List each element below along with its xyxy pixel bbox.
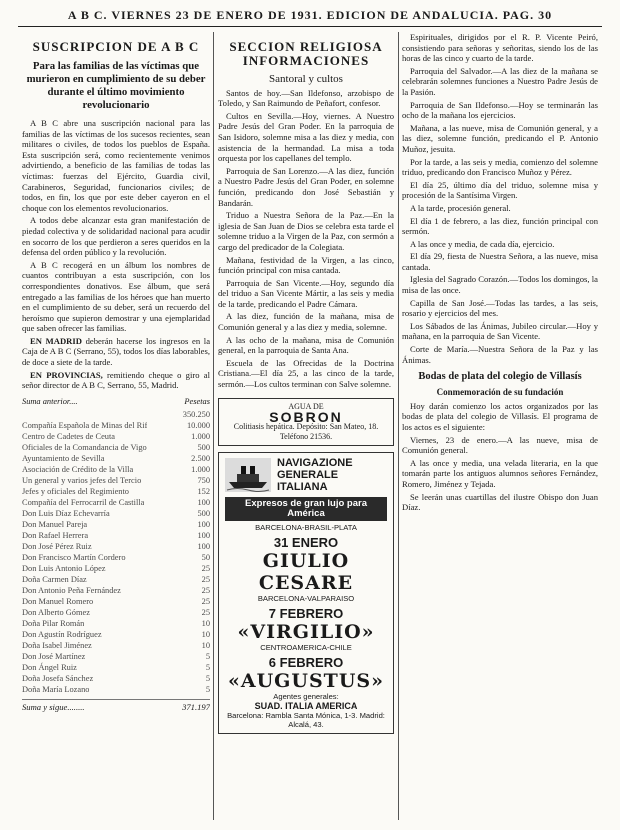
donor-name: Doña Isabel Jiménez xyxy=(22,641,92,651)
donation-amount: 5 xyxy=(205,652,210,662)
sum-label: Suma y sigue........ xyxy=(22,702,85,713)
masthead-rule xyxy=(18,26,602,27)
donor-name: Don Luis Antonio López xyxy=(22,564,106,574)
carry-label: Suma anterior.... xyxy=(22,396,78,406)
donor-name: Ayuntamiento de Sevilla xyxy=(22,454,105,464)
donation-row xyxy=(22,442,210,453)
donation-amount: 500 xyxy=(197,509,210,519)
donation-amount: 25 xyxy=(201,564,210,574)
donation-row xyxy=(22,651,210,662)
donation-row xyxy=(22,464,210,475)
article-paragraph: El día 29, fiesta de Nuestra Señora, a las nueve, misa cantada. xyxy=(402,251,598,272)
donation-row xyxy=(22,585,210,596)
donation-row xyxy=(22,486,210,497)
article-paragraph: Corte de María.—Nuestra Señora de la Paz y las Ánimas. xyxy=(402,344,598,365)
donation-row xyxy=(22,552,210,563)
article-paragraph: Los Sábados de las Ánimas, Jubileo circular.—Hoy y mañana, en la parroquia de San Vicente. xyxy=(402,320,598,342)
donation-amount: 1.000 xyxy=(191,432,210,442)
donor-name: Don Francisco Martín Cordero xyxy=(22,553,126,563)
column-religiosa xyxy=(218,32,394,822)
carry-row xyxy=(22,409,210,420)
article-paragraph: Espirituales, dirigidos por el R. P. Vicente Peiró, consistiendo para señoras y señoritas, siendo los de las horas de las cinco y cuarto de la tarde. xyxy=(402,32,598,64)
bodas-subtitle: Conmemoración de su fundación xyxy=(436,387,564,398)
column-cultos xyxy=(402,32,598,822)
article-paragraph: Parroquia de San Lorenzo.—A las diez, función a Nuestro Padre Jesús del Gran Poder, en solemne función, predicando don José Sebastián y Bandarán. xyxy=(218,165,394,208)
donor-name: Don José Martínez xyxy=(22,652,86,662)
donation-amount: 10 xyxy=(201,641,210,651)
donation-amount: 5 xyxy=(205,674,210,684)
provinces-text: remitiendo cheque o giro al señor director de A B C, Serrano, 55, Madrid. xyxy=(22,369,210,391)
bodas-body xyxy=(402,401,598,513)
article-paragraph: A todos debe alcanzar esta gran manifestación de piedad colectiva y de solidaridad nacional para acudir en socorro de los que perdieron a seres queridos en la defensa del orden público y la revolución. xyxy=(22,215,210,258)
article-paragraph: Se leerán unas cuartillas del ilustre Obispo don Juan Díaz. xyxy=(402,491,598,513)
madrid-lead: EN MADRID xyxy=(30,335,82,346)
donation-row xyxy=(22,530,210,541)
logo-line-2: GENERALE xyxy=(277,468,339,481)
ship-name: GIULIO CESARE xyxy=(258,549,354,594)
article-paragraph: Parroquia de San Ildefonso.—Hoy se terminarán las ocho de la mañana los ejercicios. xyxy=(402,99,598,121)
donation-amount: 25 xyxy=(201,586,210,596)
donor-name: Don Agustín Rodríguez xyxy=(22,630,102,640)
donation-amount: 50 xyxy=(201,553,210,563)
donation-amount: 152 xyxy=(197,487,210,497)
sailing-date: 6 FEBRERO xyxy=(268,654,344,670)
donor-name: Don Alberto Gómez xyxy=(22,608,90,618)
donation-row xyxy=(22,519,210,530)
donation-row xyxy=(22,629,210,640)
article-paragraph: Triduo a Nuestra Señora de la Paz.—En la iglesia de San Juan de Dios se celebra esta tarde el solemne triduo a la Virgen de la Paz, con sermón a cargo del predicador de la Colegiata. xyxy=(218,210,394,252)
donor-name: Centro de Cadetes de Ceuta xyxy=(22,432,116,442)
agency-address: Barcelona: Rambla Santa Mónica, 1-3. Madrid: Alcalá, 43. xyxy=(227,710,385,729)
donation-row xyxy=(22,453,210,464)
donation-amount: 5 xyxy=(205,685,210,695)
route-text: CENTROAMERICA-CHILE xyxy=(260,642,352,652)
carry-value: 350.250 xyxy=(182,410,210,420)
article-paragraph: Escuela de las Ofrecidas de la Doctrina Cristiana.—El día 25, a las cinco de la tarde, sermón.—Los cultos terminan con Salve solemne. xyxy=(218,357,394,390)
sum-value: 371.197 xyxy=(182,702,210,713)
donation-row xyxy=(22,607,210,618)
sailing-date: 31 ENERO xyxy=(273,534,339,550)
donation-row xyxy=(22,420,210,431)
donation-row xyxy=(22,662,210,673)
donation-amount: 100 xyxy=(197,542,210,552)
article-paragraph: Santos de hoy.—San Ildefonso, arzobispo de Toledo, y San Raimundo de Peñafort, confesor. xyxy=(218,87,394,109)
donor-name: Don Ángel Ruiz xyxy=(22,663,77,673)
sobron-top: AGUA DE xyxy=(288,401,324,411)
sobron-brand: SOBRON xyxy=(269,408,343,425)
madrid-text: deberán hacerse los ingresos en la Caja de A B C (Serrano, 55), todos los días laborables, de doce a siete de la tarde. xyxy=(22,335,210,368)
article-paragraph: A la tarde, procesión general. xyxy=(410,202,511,213)
donation-row xyxy=(22,541,210,552)
donation-amount: 25 xyxy=(201,608,210,618)
donor-name: Asociación de Crédito de la Villa xyxy=(22,465,134,475)
donor-name: Doña Carmen Díaz xyxy=(22,575,87,585)
donation-amount: 5 xyxy=(205,663,210,673)
article-paragraph: A las once y media, de cada día, ejercicio. xyxy=(410,238,555,249)
sobron-advert xyxy=(218,398,394,446)
donation-row xyxy=(22,684,210,695)
donation-amount: 750 xyxy=(197,476,210,486)
donation-amount: 25 xyxy=(201,597,210,607)
article-paragraph: Iglesia del Sagrado Corazón.—Todos los domingos, la misa de las once. xyxy=(402,274,598,296)
donor-name: Don Rafael Herrera xyxy=(22,531,89,541)
donation-list xyxy=(22,420,210,695)
donation-amount: 1.000 xyxy=(191,465,210,475)
donation-amount: 100 xyxy=(197,498,210,508)
donation-amount: 10.000 xyxy=(186,421,210,431)
religiosa-title: SECCION RELIGIOSA INFORMACIONES xyxy=(229,39,383,68)
navigazione-logo xyxy=(225,457,387,493)
column-suscripcion xyxy=(22,32,210,822)
donor-name: Jefes y oficiales del Regimiento xyxy=(22,487,129,497)
donor-name: Oficiales de la Comandancia de Vigo xyxy=(22,443,147,453)
sailing-date: 7 FEBRERO xyxy=(268,605,344,621)
article-paragraph: Parroquia de San Vicente.—Hoy, segundo día del triduo a San Vicente Mártir, a las seis y media de la tarde, predicando el Padre Cámara. xyxy=(218,277,394,309)
donation-amount: 500 xyxy=(197,443,210,453)
agency-label: Agentes generales: xyxy=(273,691,339,701)
donor-name: Don Luis Díaz Echevarría xyxy=(22,509,110,519)
column-divider xyxy=(398,32,399,820)
donation-amount: 100 xyxy=(197,531,210,541)
article-paragraph: Hoy darán comienzo los actos organizados por las bodas de plata del colegio de Villasís. El programa de los actos es el siguiente: xyxy=(402,400,598,432)
article-paragraph: El día 25, último día del triduo, solemne misa y procesión de la Santísima Virgen. xyxy=(402,179,598,201)
donation-row xyxy=(22,596,210,607)
donor-name: Compañía Española de Minas del Rif xyxy=(22,421,148,431)
sum-row xyxy=(22,699,210,713)
donor-name: Doña María Lozano xyxy=(22,685,90,695)
column-divider xyxy=(213,32,214,820)
route-text: BARCELONA-VALPARAISO xyxy=(257,593,355,603)
madrid-instructions xyxy=(22,336,210,368)
suscripcion-subtitle: Para las familias de las víctimas que murieron en cumplimiento de su deber durante el último movimiento revolucionario xyxy=(26,60,206,111)
donation-row xyxy=(22,497,210,508)
donor-name: Doña Pilar Román xyxy=(22,619,85,629)
donation-amount: 100 xyxy=(197,520,210,530)
article-paragraph: Parroquia del Salvador.—A las diez de la mañana se celebrarán solemnes funciones a Nuestro Padre Jesús de la Pasión. xyxy=(402,65,598,97)
article-paragraph: A las once y media, una velada literaria, en la que tomarán parte los antiguos alumnos señores Fernández, Romero, Jiménez y Tejada. xyxy=(402,457,598,489)
donation-row xyxy=(22,431,210,442)
logo-line-1: NAVIGAZIONE xyxy=(277,456,353,469)
donation-amount: 10 xyxy=(201,630,210,640)
article-paragraph: Capilla de San José.—Todas las tardes, a las seis, rosario y ejercicios del mes. xyxy=(402,297,598,319)
article-paragraph: El día 1 de febrero, a las diez, función principal con sermón. xyxy=(402,215,598,237)
donation-row xyxy=(22,640,210,651)
agency-name: SUAD. ITALIA AMERICA xyxy=(254,700,358,711)
donation-row xyxy=(22,508,210,519)
provinces-instructions xyxy=(22,370,210,391)
donation-row xyxy=(22,574,210,585)
article-paragraph: Cultos en Sevilla.—Hoy, viernes. A Nuestro Padre Jesús del Gran Poder. En la parroquia de San Isidoro, solemne misa a las diez y media, con asistencia de la hermandad. La misa a toda orquesta por los capellanes del templo. xyxy=(218,110,394,164)
page-masthead: A B C. VIERNES 23 DE ENERO DE 1931. EDICION DE ANDALUCIA. PAG. 30 xyxy=(67,8,553,22)
donation-row xyxy=(22,673,210,684)
suscripcion-title: SUSCRIPCION DE A B C xyxy=(32,39,200,54)
article-paragraph: A las diez, función de la mañana, misa de Comunión general y a las diez y media, solemne. xyxy=(218,311,394,333)
donor-name: Compañía del Ferrocarril de Castilla xyxy=(22,498,145,508)
expresos-band: Expresos de gran lujo para América xyxy=(225,497,387,521)
article-paragraph: Mañana, a las nueve, misa de Comunión general, y a las diez, solemne función, predicando el P. Antonio Muñoz, jesuita. xyxy=(402,122,598,154)
currency-header: Pesetas xyxy=(184,396,210,406)
provinces-lead: EN PROVINCIAS, xyxy=(30,369,103,380)
donor-name: Don Manuel Romero xyxy=(22,597,94,607)
article-paragraph: Viernes, 23 de enero.—A las nueve, misa de Comunión general. xyxy=(402,434,598,456)
sobron-tagline: Colitiasis hepática. Depósito: San Mateo, 18. Teléfono 21536. xyxy=(233,421,379,441)
donor-name: Doña Josefa Sánchez xyxy=(22,674,94,684)
donor-name: Don Manuel Pareja xyxy=(22,520,88,530)
donation-row xyxy=(22,618,210,629)
donation-amount: 25 xyxy=(201,575,210,585)
article-paragraph: A las ocho de la mañana, misa de Comunión general, en la parroquia de Santa Ana. xyxy=(218,334,394,356)
article-paragraph: Por la tarde, a las seis y media, comienzo del solemne triduo, predicando don Francisco Muñoz y Pérez. xyxy=(402,156,598,178)
donation-row xyxy=(22,563,210,574)
donations-header xyxy=(22,397,210,408)
logo-line-3: ITALIANA xyxy=(277,480,328,493)
navigazione-advert xyxy=(218,452,394,734)
donation-amount: 10 xyxy=(201,619,210,629)
donor-name: Un general y varios jefes del Tercio xyxy=(22,476,142,486)
cultos-list xyxy=(402,32,598,365)
article-paragraph: A B C recogerá en un álbum los nombres de cuantos contribuyan a esta suscripción, con los correspondientes donativos. Ese álbum, que será entregado a las familias de los héroes que han muerto en el cumplimiento de su deber, será un recuerdo del heroísmo que supieron demostrar y una ejemplaridad que saben ofrecer las familias. xyxy=(22,259,210,334)
santoral-heading: Santoral y cultos xyxy=(269,73,343,85)
article-paragraph: A B C abre una suscripción nacional para las familias de las víctimas de los sucesos recientes, sean militares o civiles, de todos los pueblos de España. Esta suscripción será, como recientemente venimos advirtiendo, a beneficio de las familias de todas las víctimas: fuerzas del Ejército, Guardia civil, Carabineros, Seguridad, funcionarios civiles; de todos, en fin, los que por este deber cayeron en el choque con los elementos revolucionarios. xyxy=(22,118,210,213)
ship-name: «AUGUSTUS» xyxy=(227,669,384,692)
bodas-title: Bodas de plata del colegio de Villasís xyxy=(418,371,582,383)
route-text: BARCELONA-BRASIL-PLATA xyxy=(255,522,357,532)
donation-row xyxy=(22,475,210,486)
ship-icon xyxy=(225,458,271,492)
donor-name: Don Antonio Peña Fernández xyxy=(22,586,121,596)
ship-name: «VIRGILIO» xyxy=(237,620,375,643)
donor-name: Don José Pérez Ruiz xyxy=(22,542,92,552)
article-paragraph: Mañana, festividad de la Virgen, a las cinco, función principal con misa cantada. xyxy=(218,254,394,276)
donation-amount: 2.500 xyxy=(191,454,210,464)
